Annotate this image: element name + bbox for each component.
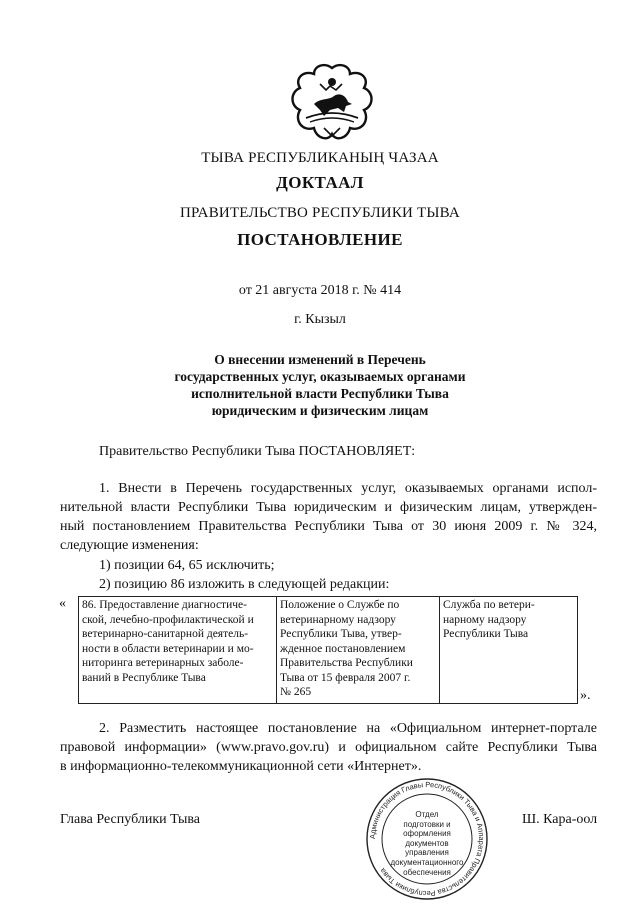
amendment-table bbox=[78, 596, 578, 704]
item-1-line: ный постановлением Правительства Республики Тыва от 30 июня 2009 г. № 324, bbox=[60, 519, 597, 534]
table-row bbox=[79, 597, 578, 704]
item-1-line: нительной власти Республики Тыва юридическим и физическим лицам, утвержден- bbox=[60, 500, 597, 515]
emblem-icon bbox=[290, 60, 374, 144]
stamp-line: документационного bbox=[390, 857, 464, 867]
stamp-line: оформления документов bbox=[403, 829, 451, 848]
item-2 bbox=[60, 719, 597, 776]
table-cell-regulation bbox=[277, 597, 440, 704]
item-2-line: 2. Разместить настоящее постановление на «Официальном интернет-портале bbox=[99, 721, 597, 736]
cell-line: ветеринарно-санитарной деятель- bbox=[82, 628, 249, 640]
official-stamp bbox=[362, 778, 492, 900]
cell-line: Республики Тыва, утвер- bbox=[280, 628, 402, 640]
quote-open: « bbox=[59, 596, 66, 611]
signatory-position: Глава Республики Тыва bbox=[60, 812, 201, 827]
tuvan-doc-type: ДОКТААЛ bbox=[276, 173, 364, 192]
cell-line: жденное постановлением bbox=[280, 642, 406, 655]
cell-line: Служба по ветери- bbox=[443, 599, 535, 611]
stamp-ring-text: Администрация Главы Республики Тыва и Аппарата Правительства Республики Тыва bbox=[367, 779, 487, 899]
item-1-line: следующие изменения: bbox=[60, 538, 199, 553]
stamp-line: управления bbox=[405, 848, 449, 858]
republic-emblem bbox=[290, 60, 374, 144]
table-cell-service bbox=[79, 597, 277, 704]
cell-line: ской, лечебно-профилактической и bbox=[82, 613, 254, 626]
document-date-number: от 21 августа 2018 г. № 414 bbox=[238, 283, 402, 298]
cell-line: № 265 bbox=[280, 686, 312, 698]
russian-org-name: ПРАВИТЕЛЬСТВО РЕСПУБЛИКИ ТЫВА bbox=[180, 205, 460, 221]
title-line: юридическим и физическим лицам bbox=[211, 403, 429, 418]
preamble: Правительство Республики Тыва ПОСТАНОВЛЯЕТ: bbox=[99, 444, 416, 459]
cell-line: 86. Предоставление диагностиче- bbox=[82, 599, 247, 611]
stamp-line: подготовки и bbox=[403, 819, 451, 829]
item-1 bbox=[60, 479, 597, 555]
cell-line: Правительства Республики bbox=[280, 657, 413, 669]
quote-close: ». bbox=[580, 688, 591, 703]
subitem-2: 2) позицию 86 изложить в следующей редакции: bbox=[99, 577, 390, 592]
table-cell-authority bbox=[440, 597, 578, 704]
cell-line: ветеринарному надзору bbox=[280, 613, 396, 626]
title-line: государственных услуг, оказываемых органами bbox=[174, 369, 466, 384]
item-1-line: 1. Внести в Перечень государственных услуг, оказываемых органами испол- bbox=[99, 481, 597, 496]
title-line: О внесении изменений в Перечень bbox=[214, 352, 426, 367]
cell-line: нарному надзору bbox=[443, 613, 527, 626]
document-title bbox=[0, 351, 640, 419]
document-city: г. Кызыл bbox=[294, 312, 346, 327]
tuvan-org-name: ТЫВА РЕСПУБЛИКАНЫҢ ЧАЗАА bbox=[201, 150, 439, 166]
stamp-center-text bbox=[382, 810, 472, 877]
cell-line: ваний в Республике Тыва bbox=[82, 671, 206, 684]
stamp-line: обеспечения bbox=[403, 867, 451, 877]
cell-line: Положение о Службе по bbox=[280, 599, 400, 611]
cell-line: ности в области ветеринарии и мо- bbox=[82, 642, 254, 655]
subitem-1: 1) позиции 64, 65 исключить; bbox=[99, 558, 275, 573]
cell-line: Тыва от 15 февраля 2007 г. bbox=[280, 671, 411, 684]
russian-doc-type: ПОСТАНОВЛЕНИЕ bbox=[237, 230, 403, 249]
stamp-line: Отдел bbox=[415, 810, 439, 819]
title-line: исполнительной власти Республики Тыва bbox=[191, 386, 449, 401]
item-2-line: правовой информации» (www.pravo.gov.ru) и официальном сайте Республики Тыва bbox=[60, 740, 597, 755]
cell-line: ниторинга ветеринарных заболе- bbox=[82, 657, 244, 669]
item-2-line: в информационно-телекоммуникационной сети «Интернет». bbox=[60, 759, 422, 774]
cell-line: Республики Тыва bbox=[443, 628, 529, 640]
signatory-name: Ш. Кара-оол bbox=[522, 812, 598, 827]
